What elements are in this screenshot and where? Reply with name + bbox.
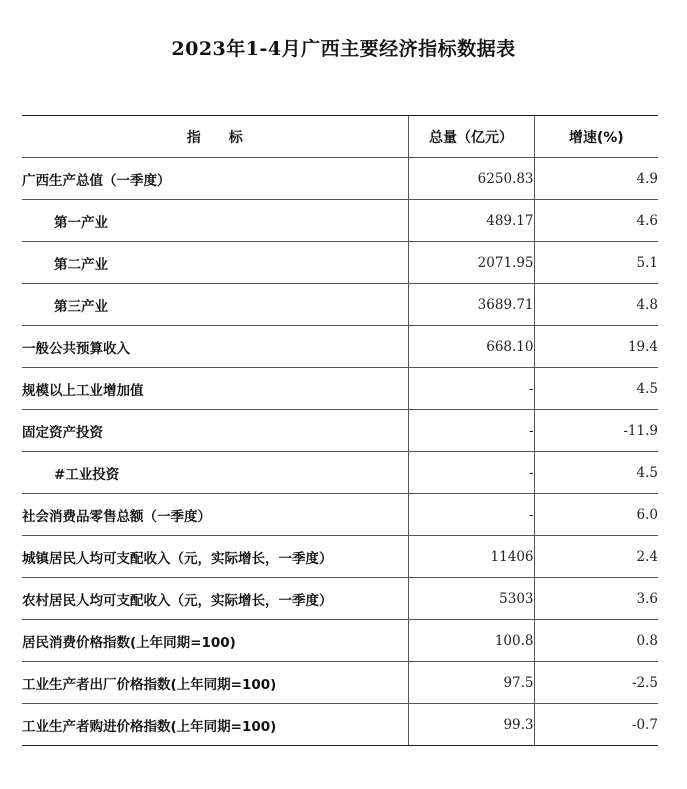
row-name: 农村居民人均可支配收入（元，实际增长，一季度）	[22, 578, 408, 620]
table-row	[22, 578, 658, 620]
row-name: 第一产业	[22, 200, 408, 242]
row-growth: 5.1	[534, 242, 658, 284]
row-growth: 6.0	[534, 494, 658, 536]
row-growth: -2.5	[534, 662, 658, 704]
table-row	[22, 200, 658, 242]
table-row	[22, 158, 658, 200]
row-name: 居民消费价格指数(上年同期=100)	[22, 620, 408, 662]
table-header-row	[22, 116, 658, 158]
header-indicator-char-1: 指	[186, 129, 201, 146]
row-total: 6250.83	[408, 158, 534, 200]
row-total: -	[408, 368, 534, 410]
row-name: #工业投资	[22, 452, 408, 494]
row-growth: 19.4	[534, 326, 658, 368]
table-row	[22, 494, 658, 536]
row-name: 规模以上工业增加值	[22, 368, 408, 410]
row-total: 100.8	[408, 620, 534, 662]
row-growth: 0.8	[534, 620, 658, 662]
table-row	[22, 704, 658, 746]
table-row	[22, 368, 658, 410]
row-total: -	[408, 410, 534, 452]
header-indicator-char-2: 标	[228, 129, 243, 146]
table-row	[22, 284, 658, 326]
row-total: 2071.95	[408, 242, 534, 284]
row-total: 99.3	[408, 704, 534, 746]
row-total: 668.10	[408, 326, 534, 368]
row-total: 489.17	[408, 200, 534, 242]
table-row	[22, 620, 658, 662]
row-total: 11406	[408, 536, 534, 578]
row-growth: 3.6	[534, 578, 658, 620]
header-growth: 增速(%)	[534, 116, 658, 158]
row-total: 97.5	[408, 662, 534, 704]
row-name: 工业生产者购进价格指数(上年同期=100)	[22, 704, 408, 746]
page-title: 2023年1-4月广西主要经济指标数据表	[171, 38, 516, 60]
row-growth: 4.9	[534, 158, 658, 200]
row-total: -	[408, 494, 534, 536]
table-row	[22, 326, 658, 368]
table-row	[22, 662, 658, 704]
table-row	[22, 242, 658, 284]
header-indicator	[22, 116, 408, 158]
row-growth: 2.4	[534, 536, 658, 578]
row-growth: -11.9	[534, 410, 658, 452]
table-row	[22, 536, 658, 578]
row-name: 工业生产者出厂价格指数(上年同期=100)	[22, 662, 408, 704]
row-name: 社会消费品零售总额（一季度）	[22, 494, 408, 536]
table-row	[22, 452, 658, 494]
row-total: -	[408, 452, 534, 494]
row-growth: -0.7	[534, 704, 658, 746]
row-growth: 4.5	[534, 368, 658, 410]
row-total: 5303	[408, 578, 534, 620]
economic-indicators-table	[22, 115, 658, 746]
row-name: 第三产业	[22, 284, 408, 326]
table-row	[22, 410, 658, 452]
row-growth: 4.6	[534, 200, 658, 242]
row-name: 一般公共预算收入	[22, 326, 408, 368]
row-total: 3689.71	[408, 284, 534, 326]
row-growth: 4.5	[534, 452, 658, 494]
row-name: 固定资产投资	[22, 410, 408, 452]
row-name: 第二产业	[22, 242, 408, 284]
row-growth: 4.8	[534, 284, 658, 326]
header-total: 总量（亿元）	[408, 116, 534, 158]
row-name: 城镇居民人均可支配收入（元，实际增长，一季度）	[22, 536, 408, 578]
row-name: 广西生产总值（一季度）	[22, 158, 408, 200]
